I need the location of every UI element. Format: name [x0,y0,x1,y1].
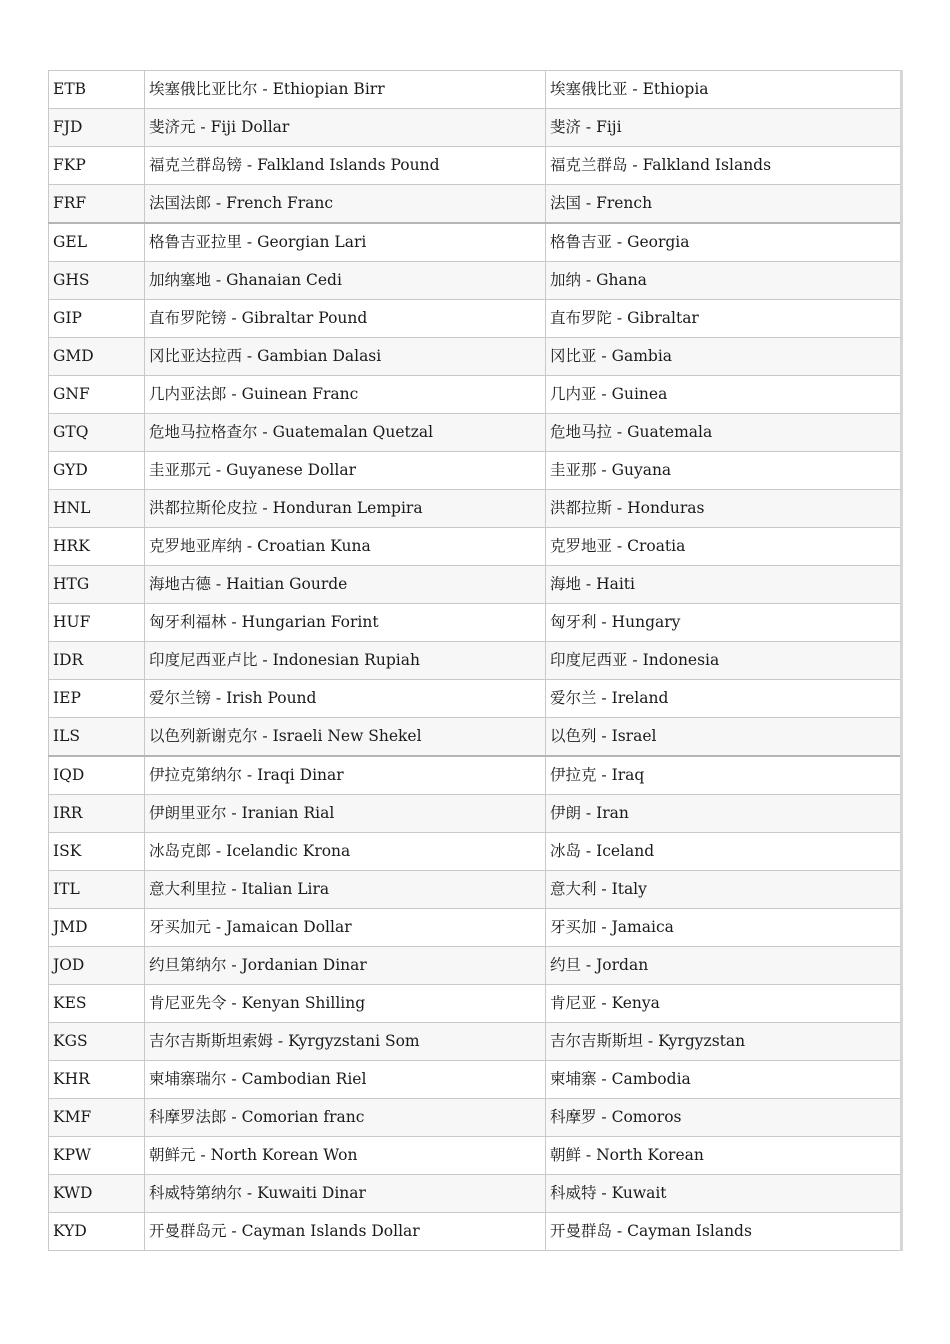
table-row [49,985,902,1023]
table-row [49,452,902,490]
country-name-cell: 肯尼亚 - Kenya [546,985,902,1023]
country-name-cell: 格鲁吉亚 - Georgia [546,223,902,262]
currency-name-cell: 匈牙利福林 - Hungarian Forint [145,604,546,642]
currency-name-cell: 埃塞俄比亚比尔 - Ethiopian Birr [145,71,546,109]
table-row [49,490,902,528]
table-row [49,185,902,224]
currency-code-cell: GMD [49,338,145,376]
country-name-cell: 意大利 - Italy [546,871,902,909]
currency-code-cell: KYD [49,1213,145,1251]
currency-name-cell: 加纳塞地 - Ghanaian Cedi [145,262,546,300]
currency-name-cell: 洪都拉斯伦皮拉 - Honduran Lempira [145,490,546,528]
currency-code-cell: GNF [49,376,145,414]
currency-name-cell: 科威特第纳尔 - Kuwaiti Dinar [145,1175,546,1213]
currency-code-cell: FRF [49,185,145,224]
table-row [49,109,902,147]
currency-code-cell: KPW [49,1137,145,1175]
country-name-cell: 约旦 - Jordan [546,947,902,985]
table-row [49,909,902,947]
table-row [49,147,902,185]
currency-name-cell: 伊朗里亚尔 - Iranian Rial [145,795,546,833]
country-name-cell: 科摩罗 - Comoros [546,1099,902,1137]
currency-name-cell: 海地古德 - Haitian Gourde [145,566,546,604]
currency-name-cell: 开曼群岛元 - Cayman Islands Dollar [145,1213,546,1251]
currency-name-cell: 克罗地亚库纳 - Croatian Kuna [145,528,546,566]
table-row [49,947,902,985]
currency-name-cell: 伊拉克第纳尔 - Iraqi Dinar [145,756,546,795]
table-row [49,414,902,452]
currency-name-cell: 直布罗陀镑 - Gibraltar Pound [145,300,546,338]
currency-name-cell: 约旦第纳尔 - Jordanian Dinar [145,947,546,985]
country-name-cell: 伊朗 - Iran [546,795,902,833]
table-row [49,300,902,338]
currency-table-body [49,71,902,1251]
country-name-cell: 柬埔寨 - Cambodia [546,1061,902,1099]
currency-code-cell: GIP [49,300,145,338]
country-name-cell: 科威特 - Kuwait [546,1175,902,1213]
currency-code-cell: ILS [49,718,145,757]
currency-name-cell: 以色列新谢克尔 - Israeli New Shekel [145,718,546,757]
currency-code-cell: ETB [49,71,145,109]
country-name-cell: 伊拉克 - Iraq [546,756,902,795]
country-name-cell: 危地马拉 - Guatemala [546,414,902,452]
currency-code-cell: IQD [49,756,145,795]
currency-code-cell: KMF [49,1099,145,1137]
currency-name-cell: 意大利里拉 - Italian Lira [145,871,546,909]
currency-name-cell: 冈比亚达拉西 - Gambian Dalasi [145,338,546,376]
currency-code-cell: ISK [49,833,145,871]
currency-name-cell: 牙买加元 - Jamaican Dollar [145,909,546,947]
currency-name-cell: 柬埔寨瑞尔 - Cambodian Riel [145,1061,546,1099]
country-name-cell: 埃塞俄比亚 - Ethiopia [546,71,902,109]
country-name-cell: 爱尔兰 - Ireland [546,680,902,718]
table-row [49,833,902,871]
currency-name-cell: 福克兰群岛镑 - Falkland Islands Pound [145,147,546,185]
table-row [49,1137,902,1175]
table-row [49,1061,902,1099]
table-row [49,1213,902,1251]
currency-code-cell: GYD [49,452,145,490]
table-row [49,680,902,718]
country-name-cell: 洪都拉斯 - Honduras [546,490,902,528]
currency-name-cell: 斐济元 - Fiji Dollar [145,109,546,147]
currency-name-cell: 危地马拉格查尔 - Guatemalan Quetzal [145,414,546,452]
currency-code-cell: IEP [49,680,145,718]
currency-name-cell: 印度尼西亚卢比 - Indonesian Rupiah [145,642,546,680]
currency-code-cell: JMD [49,909,145,947]
country-name-cell: 牙买加 - Jamaica [546,909,902,947]
table-row [49,1175,902,1213]
table-row [49,376,902,414]
currency-code-cell: GTQ [49,414,145,452]
country-name-cell: 法国 - French [546,185,902,224]
currency-code-cell: GHS [49,262,145,300]
currency-name-cell: 吉尔吉斯斯坦索姆 - Kyrgyzstani Som [145,1023,546,1061]
country-name-cell: 朝鲜 - North Korean [546,1137,902,1175]
currency-code-cell: KGS [49,1023,145,1061]
table-row [49,604,902,642]
currency-code-cell: KWD [49,1175,145,1213]
table-row [49,338,902,376]
country-name-cell: 福克兰群岛 - Falkland Islands [546,147,902,185]
currency-name-cell: 格鲁吉亚拉里 - Georgian Lari [145,223,546,262]
table-row [49,223,902,262]
table-row [49,871,902,909]
table-row [49,756,902,795]
currency-name-cell: 肯尼亚先令 - Kenyan Shilling [145,985,546,1023]
currency-code-cell: KHR [49,1061,145,1099]
currency-code-cell: IDR [49,642,145,680]
currency-name-cell: 科摩罗法郎 - Comorian franc [145,1099,546,1137]
currency-code-cell: HTG [49,566,145,604]
table-row [49,566,902,604]
country-name-cell: 斐济 - Fiji [546,109,902,147]
currency-code-cell: HUF [49,604,145,642]
country-name-cell: 冈比亚 - Gambia [546,338,902,376]
table-row [49,528,902,566]
table-row [49,718,902,757]
currency-code-cell: FKP [49,147,145,185]
currency-table [48,70,903,1251]
table-row [49,795,902,833]
country-name-cell: 匈牙利 - Hungary [546,604,902,642]
country-name-cell: 以色列 - Israel [546,718,902,757]
country-name-cell: 直布罗陀 - Gibraltar [546,300,902,338]
country-name-cell: 加纳 - Ghana [546,262,902,300]
table-row [49,1099,902,1137]
currency-code-cell: JOD [49,947,145,985]
currency-code-cell: ITL [49,871,145,909]
country-name-cell: 印度尼西亚 - Indonesia [546,642,902,680]
country-name-cell: 海地 - Haiti [546,566,902,604]
table-row [49,262,902,300]
currency-code-cell: GEL [49,223,145,262]
country-name-cell: 圭亚那 - Guyana [546,452,902,490]
country-name-cell: 冰岛 - Iceland [546,833,902,871]
country-name-cell: 吉尔吉斯斯坦 - Kyrgyzstan [546,1023,902,1061]
country-name-cell: 克罗地亚 - Croatia [546,528,902,566]
currency-name-cell: 几内亚法郎 - Guinean Franc [145,376,546,414]
table-row [49,1023,902,1061]
currency-name-cell: 朝鲜元 - North Korean Won [145,1137,546,1175]
currency-code-cell: KES [49,985,145,1023]
country-name-cell: 几内亚 - Guinea [546,376,902,414]
currency-code-cell: HRK [49,528,145,566]
table-row [49,642,902,680]
currency-name-cell: 圭亚那元 - Guyanese Dollar [145,452,546,490]
currency-code-cell: IRR [49,795,145,833]
currency-name-cell: 法国法郎 - French Franc [145,185,546,224]
country-name-cell: 开曼群岛 - Cayman Islands [546,1213,902,1251]
table-row [49,71,902,109]
currency-code-cell: FJD [49,109,145,147]
currency-name-cell: 爱尔兰镑 - Irish Pound [145,680,546,718]
currency-code-cell: HNL [49,490,145,528]
currency-name-cell: 冰岛克郎 - Icelandic Krona [145,833,546,871]
